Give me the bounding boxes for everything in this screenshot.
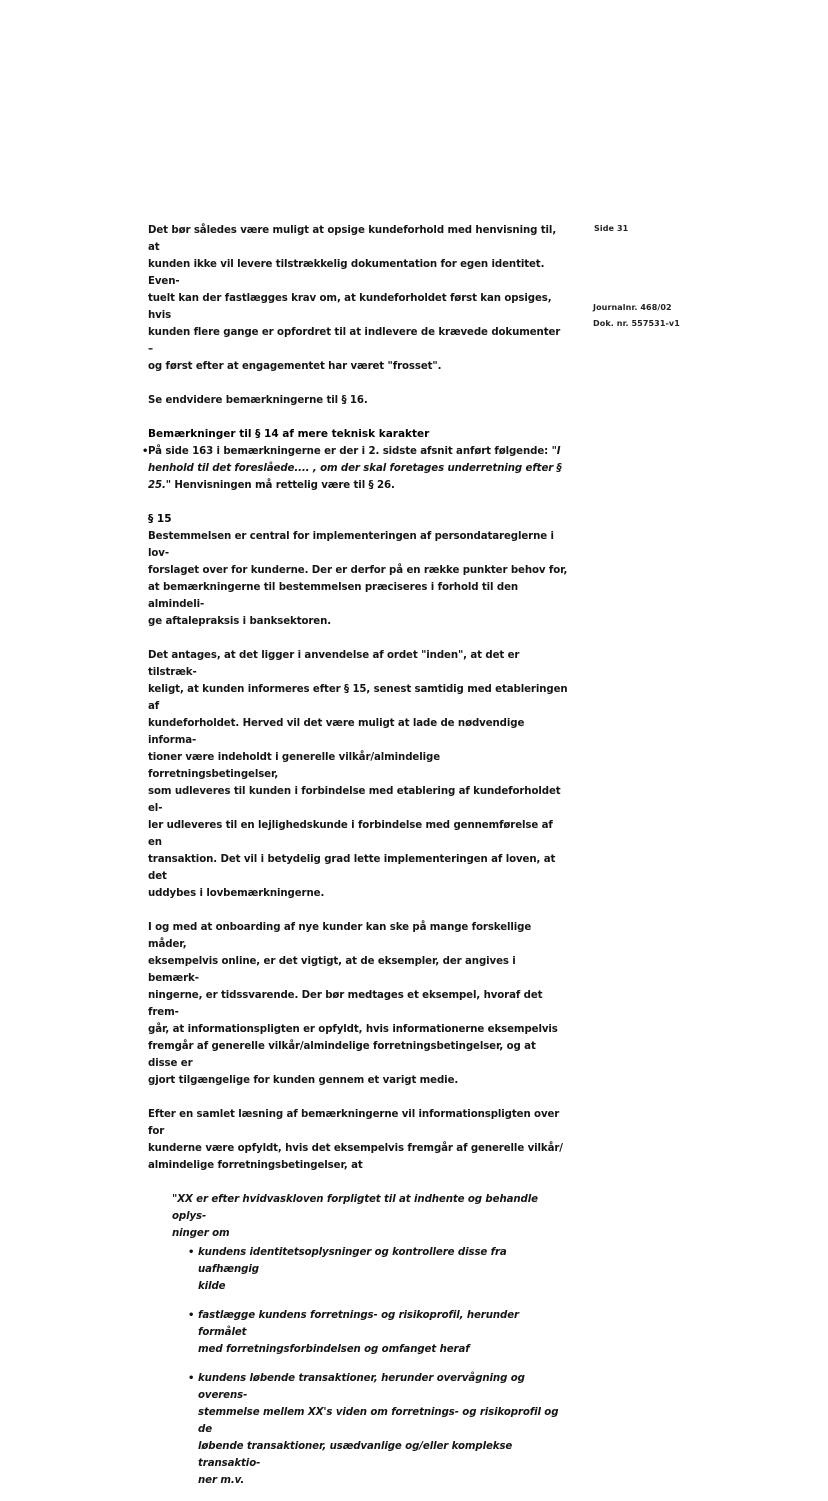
text-line: almindelige forretningsbetingelser, at: [148, 1160, 363, 1171]
text-line: forslaget over for kunderne. Der er derfor på en række punkter behov for,: [148, 565, 568, 576]
quote-span: "I: [551, 446, 561, 457]
paragraph-opsigelse: [148, 222, 568, 375]
text-line: Det bør således være muligt at opsige kundeforhold med henvisning til, at: [148, 225, 557, 253]
bullet-item: [142, 443, 568, 494]
text-line: Bestemmelsen er central for implementeringen af persondatareglerne i lov-: [148, 531, 554, 559]
text-line: ner m.v.: [198, 1475, 245, 1486]
section-heading: § 15: [148, 513, 172, 525]
section-heading: Bemærkninger til § 14 af mere teknisk karakter: [148, 428, 430, 440]
text-line: kunden ikke vil levere tilstrækkelig dokumentation for egen identitet. Even-: [148, 259, 545, 287]
quote-list: [190, 1244, 568, 1489]
text-line: kundens løbende transaktioner, herunder overvågning og overens-: [198, 1373, 525, 1401]
text-line: tioner være indeholdt i generelle vilkår/almindelige forretningsbetingelser,: [148, 752, 440, 780]
page-number: Side 31: [594, 224, 629, 233]
journal-number: Journalnr. 468/02: [593, 303, 672, 312]
list-item: [190, 1307, 568, 1358]
text-line: gjort tilgængelige for kunden gennem et varigt medie.: [148, 1075, 459, 1086]
text-line: at bemærkningerne til bestemmelsen præciseres i forhold til den almindeli-: [148, 582, 519, 610]
text-line: [148, 477, 568, 494]
text-line: kunderne være opfyldt, hvis det eksempelvis fremgår af generelle vilkår/: [148, 1143, 563, 1154]
text-line: og først efter at engagementet har været "frosset".: [148, 361, 442, 372]
list-item: [190, 1244, 568, 1295]
body-text: [142, 222, 568, 1501]
text-line: kundens identitetsoplysninger og kontrollere disse fra uafhængig: [198, 1247, 507, 1275]
paragraph-reference: Se endvidere bemærkningerne til § 16.: [148, 395, 368, 406]
text-line: henhold til det foreslåede.... , om der skal foretages underretning efter §: [148, 463, 562, 474]
text-line: kundeforholdet. Herved vil det være muligt at lade de nødvendige informa-: [148, 718, 525, 746]
text-line: kilde: [198, 1281, 226, 1292]
text-line: uddybes i lovbemærkningerne.: [148, 888, 325, 899]
text-line: ninger om: [172, 1228, 230, 1239]
text-line: I og med at onboarding af nye kunder kan ske på mange forskellige måder,: [148, 922, 532, 950]
text-line: eksempelvis online, er det vigtigt, at de eksempler, der angives i bemærk-: [148, 956, 516, 984]
paragraph-antages: [148, 647, 568, 902]
text-span: Henvisningen må rettelig være til § 26.: [170, 480, 395, 491]
text-line: tuelt kan der fastlægges krav om, at kundeforholdet først kan opsiges, hvis: [148, 293, 552, 321]
document-number: Dok. nr. 557531-v1: [593, 319, 680, 328]
bullet-icon: •: [142, 446, 149, 457]
quote-span: 25.": [148, 480, 171, 491]
text-line: fastlægge kundens forretnings- og risikoprofil, herunder formålet: [198, 1310, 519, 1338]
text-line: kunden flere gange er opfordret til at indlevere de krævede dokumenter –: [148, 327, 561, 355]
text-line: Det antages, at det ligger i anvendelse af ordet "inden", at det er tilstræk-: [148, 650, 520, 678]
text-line: går, at informationspligten er opfyldt, hvis informationerne eksempelvis: [148, 1024, 558, 1035]
text-line: fremgår af generelle vilkår/almindelige forretningsbetingelser, og at disse er: [148, 1041, 536, 1069]
text-line: ge aftalepraksis i banksektoren.: [148, 616, 332, 627]
text-line: "XX er efter hvidvaskloven forpligtet til at indhente og behandle oplys-: [172, 1194, 538, 1222]
text-line: stemmelse mellem XX's viden om forretnings- og risikoprofil og de: [198, 1407, 559, 1435]
text-line: [148, 443, 568, 460]
bullet-icon: •: [188, 1373, 195, 1384]
text-line: som udleveres til kunden i forbindelse med etablering af kundeforholdet el-: [148, 786, 561, 814]
list-item: [190, 1370, 568, 1489]
text-line: transaktion. Det vil i betydelig grad lette implementeringen af loven, at det: [148, 854, 556, 882]
text-line: Efter en samlet læsning af bemærkningerne vil informationspligten over for: [148, 1109, 560, 1137]
quote-block: [172, 1191, 568, 1489]
text-line: ningerne, er tidssvarende. Der bør medtages et eksempel, hvoraf det frem-: [148, 990, 543, 1018]
text-line: løbende transaktioner, usædvanlige og/eller komplekse transaktio-: [198, 1441, 513, 1469]
paragraph-bestemmelsen: [148, 528, 568, 630]
bullet-icon: •: [188, 1310, 195, 1321]
text-line: med forretningsforbindelsen og omfanget heraf: [198, 1344, 470, 1355]
paragraph-samlet-laesning: [148, 1106, 568, 1174]
text-span: På side 163 i bemærkningerne er der i 2. sidste afsnit anført følgende:: [148, 446, 552, 457]
paragraph-onboarding: [148, 919, 568, 1089]
text-line: ler udleveres til en lejlighedskunde i forbindelse med gennemførelse af en: [148, 820, 553, 848]
text-line: keligt, at kunden informeres efter § 15, senest samtidig med etableringen af: [148, 684, 568, 712]
bullet-icon: •: [188, 1247, 195, 1258]
